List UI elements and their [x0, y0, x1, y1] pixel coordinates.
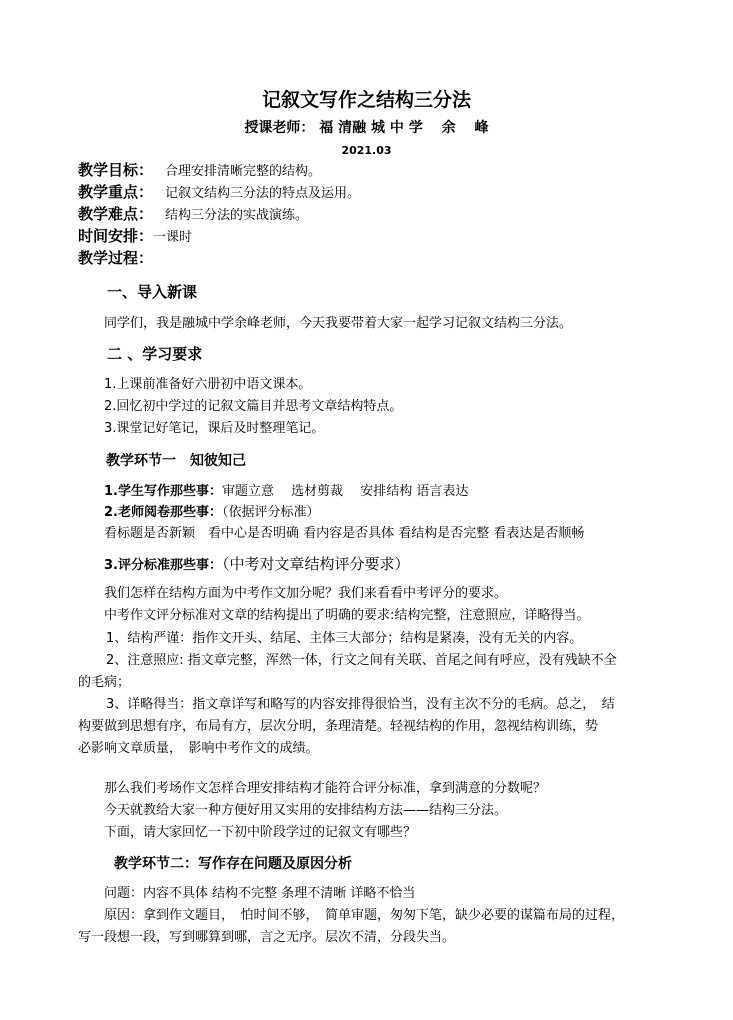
- teacher-line: 授课老师： 福 清融 城 中 学 余 峰: [244, 120, 489, 136]
- key-label: 教学重点：: [78, 183, 154, 201]
- link-2-title: 教学环节二：写作存在问题及原因分析: [114, 856, 352, 872]
- para-c: 1、结构严谨：指作文开头、结尾、主体三大部分；结构是紧凑，没有无关的内容。: [106, 631, 583, 646]
- difficulty-text: 结构三分法的实战演练。: [165, 208, 309, 223]
- section-2-title: 二 、学习要求: [107, 345, 203, 363]
- link-1-title: 教学环节一 知彼知己: [106, 453, 246, 469]
- point-3-label: 3.评分标准那些事：: [104, 558, 222, 573]
- problem-line: 问题：内容不具体 结构不完整 条理不清晰 详略不恰当: [104, 886, 416, 901]
- date: 2021.03: [341, 144, 392, 157]
- doc-title: 记叙文写作之结构三分法: [261, 89, 471, 111]
- requirement-1: 1.上课前准备好六册初中语文课本。: [104, 377, 312, 392]
- key-row: [78, 183, 360, 203]
- key-text: 记叙文结构三分法的特点及运用。: [165, 186, 361, 201]
- para-b: 中考作文评分标准对文章的结构提出了明确的要求:结构完整，注意照应，详略得当。: [104, 608, 590, 623]
- section-1-title: 一、导入新课: [107, 283, 198, 301]
- para-e-1: 3、详略得当：指文章详写和略写的内容安排得很恰当，没有主次不分的毛病。总之， 结: [106, 697, 615, 712]
- point-3: [104, 555, 410, 575]
- time-text: 一课时: [153, 230, 193, 245]
- time-label: 时间安排：: [78, 227, 154, 245]
- para-a: 我们怎样在结构方面为中考作文加分呢？我们来看看中考评分的要求。: [104, 586, 508, 601]
- point-2-line: 看标题是否新颖 看中心是否明确 看内容是否具体 看结构是否完整 看表达是否顺畅: [104, 526, 585, 541]
- para-f: 那么我们考场作文怎样合理安排结构才能符合评分标准，拿到满意的分数呢？: [104, 781, 547, 796]
- goal-row: [78, 161, 321, 181]
- goal-label: 教学目标：: [78, 161, 154, 179]
- para-e-3: 必影响文章质量， 影响中考作文的成绩。: [78, 741, 319, 756]
- requirement-3: 3.课堂记好笔记，课后及时整理笔记。: [104, 421, 325, 436]
- section-1-text: 同学们，我是融城中学余峰老师，今天我要带着大家一起学习记叙文结构三分法。: [104, 316, 573, 331]
- para-e-2: 构要做到思想有序，布局有方，层次分明，条理清楚。轻视结构的作用，忽视结构训练，势: [78, 719, 599, 734]
- point-1-text: 审题立意 选材剪裁 安排结构 语言表达: [221, 484, 469, 499]
- point-1-label: 1.学生写作那些事：: [104, 484, 222, 499]
- para-h: 下面，请大家回忆一下初中阶段学过的记叙文有哪些？: [104, 825, 417, 840]
- point-2-label: 2.老师阅卷那些事：: [104, 505, 222, 520]
- para-d-2: 的毛病；: [78, 675, 131, 690]
- point-2: [104, 504, 320, 522]
- difficulty-label: 教学难点：: [78, 205, 154, 223]
- reason-line-2: 写一段想一段，写到哪算到哪，言之无序。层次不清，分段失当。: [78, 930, 456, 945]
- goal-text: 合理安排清晰完整的结构。: [165, 164, 322, 179]
- para-g: 今天就教给大家一种方便好用又实用的安排结构方法——结构三分法。: [104, 803, 508, 818]
- process-label: 教学过程：: [78, 249, 154, 267]
- reason-line-1: 原因：拿到作文题目， 怕时间不够， 简单审题，匆匆下笔，缺少必要的谋篇布局的过程，: [104, 908, 625, 923]
- requirement-2: 2.回忆初中学过的记叙文篇目并思考文章结构特点。: [104, 399, 403, 414]
- point-3-text: （中考对文章结构评分要求）: [221, 555, 410, 573]
- time-row: [78, 227, 192, 247]
- point-2-text: （依据评分标准）: [221, 505, 320, 520]
- point-1: [104, 483, 468, 501]
- para-d-1: 2、注意照应: 指文章完整，浑然一体，行文之间有关联、首尾之间有呼应，没有残缺不全: [106, 653, 617, 668]
- difficulty-row: [78, 205, 308, 225]
